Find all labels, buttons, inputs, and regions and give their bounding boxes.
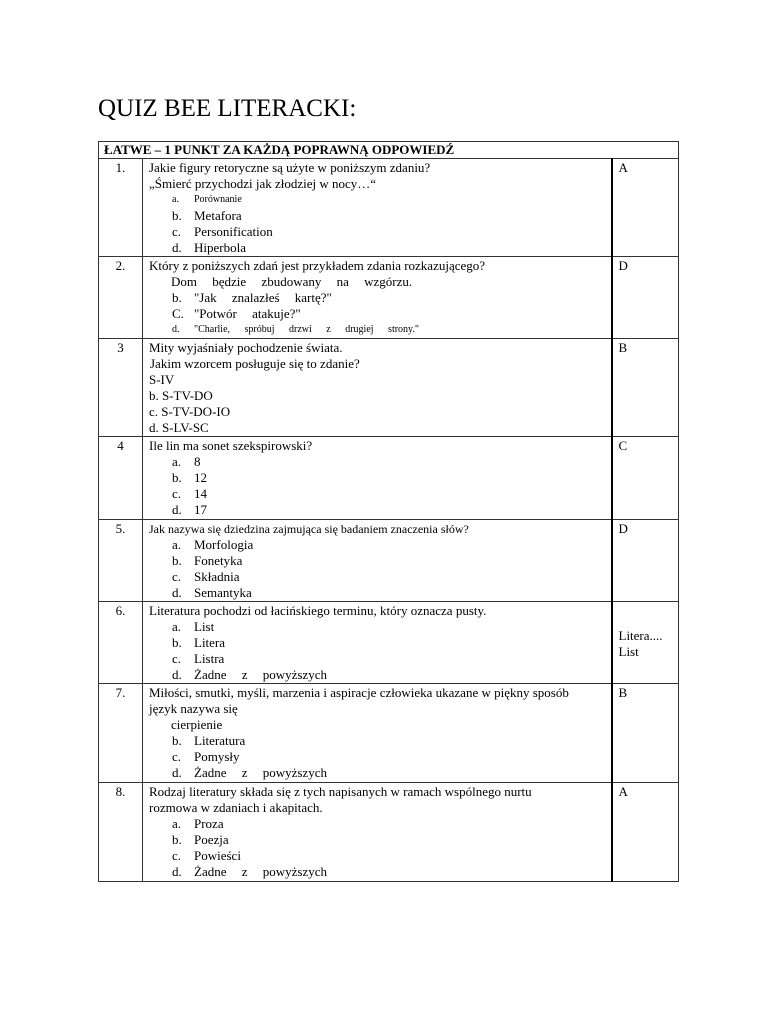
option-letter: c. — [172, 224, 182, 239]
question-cell — [143, 520, 612, 602]
option-c: c. S-TV-DO-IO — [149, 404, 231, 419]
option-letter: b. — [172, 635, 182, 650]
option-text: Personification — [194, 224, 273, 239]
option-letter: a. — [172, 619, 182, 634]
answer-cell: B — [612, 339, 679, 437]
option-text: Żadne z powyższych — [194, 667, 328, 682]
question-number: 1. — [99, 159, 143, 257]
option-b — [149, 290, 611, 306]
question-row-5 — [99, 520, 679, 602]
option-a — [149, 816, 611, 832]
answer-cell: A — [612, 159, 679, 257]
question-text: Ile lin ma sonet szekspirowski? — [149, 438, 313, 453]
option-text: Fonetyka — [194, 553, 243, 568]
section-header: ŁATWE – 1 PUNKT ZA KAŻDĄ POPRAWNĄ ODPOWIEDŹ — [99, 142, 679, 159]
option-text: Porównanie — [194, 194, 242, 205]
answer-line-2: List — [618, 644, 639, 659]
option-letter: d. — [172, 765, 182, 780]
question-row-1 — [99, 159, 679, 257]
question-cell — [143, 602, 612, 684]
option-text: List — [194, 619, 215, 634]
option-c — [149, 848, 611, 864]
answer-cell: D — [612, 257, 679, 339]
quiz-table — [98, 141, 679, 882]
option-d — [149, 585, 611, 601]
option-letter: d. — [172, 667, 182, 682]
question-text: Mity wyjaśniały pochodzenie świata. — [149, 340, 343, 355]
option-letter: c. — [172, 486, 182, 501]
option-text: Literatura — [194, 733, 246, 748]
option-letter: c. — [172, 848, 182, 863]
option-a — [149, 192, 611, 208]
question-text: Miłości, smutki, myśli, marzenia i aspiracje człowieka ukazane w piękny sposób — [149, 685, 569, 700]
question-text: Jakie figury retoryczne są użyte w poniższym zdaniu? — [149, 160, 431, 175]
option-b — [149, 553, 611, 569]
question-number: 6. — [99, 602, 143, 684]
option-text: Składnia — [194, 569, 240, 584]
option-text: Proza — [194, 816, 224, 831]
option-letter: b. — [172, 733, 182, 748]
question-row-4 — [99, 437, 679, 520]
question-number: 8. — [99, 783, 143, 882]
option-text: 14 — [194, 486, 207, 501]
question-prompt: Jakim wzorcem posługuje się to zdanie? — [150, 356, 360, 371]
question-text: Rodzaj literatury składa się z tych napisanych w ramach wspólnego nurtu — [149, 784, 532, 799]
option-text: Pomysły — [194, 749, 240, 764]
question-text: Literatura pochodzi od łacińskiego terminu, który oznacza pusty. — [149, 603, 487, 618]
question-row-2 — [99, 257, 679, 339]
option-c — [149, 224, 611, 240]
question-text: Jak nazywa się dziedzina zajmująca się badaniem znaczenia słów? — [149, 522, 469, 536]
option-b — [149, 635, 611, 651]
question-number: 2. — [99, 257, 143, 339]
option-b — [149, 470, 611, 486]
answer-cell: D — [612, 520, 679, 602]
option-letter: C. — [172, 306, 184, 321]
question-text-cont: język nazywa się — [149, 701, 238, 716]
option-c — [149, 651, 611, 667]
option-d — [149, 502, 611, 518]
answer-line-1: Litera.... — [618, 628, 663, 643]
question-text-cont: rozmowa w zdaniach i akapitach. — [149, 800, 323, 815]
answer-cell — [612, 602, 679, 684]
question-number: 7. — [99, 684, 143, 783]
option-text: 8 — [194, 454, 201, 469]
question-cell — [143, 684, 612, 783]
option-letter: a. — [172, 816, 182, 831]
option-text: Żadne z powyższych — [194, 864, 328, 879]
option-a — [149, 454, 611, 470]
option-d — [149, 667, 611, 683]
option-text: Żadne z powyższych — [194, 765, 328, 780]
option-a — [149, 537, 611, 553]
option-d — [149, 240, 611, 256]
question-row-7 — [99, 684, 679, 783]
option-b: b. S-TV-DO — [149, 388, 213, 403]
option-letter: d. — [172, 864, 182, 879]
option-letter: b. — [172, 553, 182, 568]
option-a: cierpienie — [171, 717, 223, 732]
option-text: 17 — [194, 502, 207, 517]
option-letter: d. — [172, 585, 182, 600]
option-letter: c. — [172, 651, 182, 666]
option-c — [149, 306, 611, 322]
option-letter: d. — [172, 324, 180, 335]
option-b — [149, 208, 611, 224]
option-letter: a. — [172, 454, 182, 469]
table-header-row — [99, 142, 679, 159]
question-row-6 — [99, 602, 679, 684]
option-letter: b. — [172, 208, 182, 223]
option-c — [149, 569, 611, 585]
option-a: S-IV — [149, 372, 175, 387]
question-row-3 — [99, 339, 679, 437]
option-text: "Charlie, spróbuj drzwi z drugiej strony." — [194, 324, 419, 335]
option-text: Powieści — [194, 848, 241, 863]
question-quote: „Śmierć przychodzi jak złodziej w nocy…“ — [149, 176, 377, 191]
option-text: Litera — [194, 635, 226, 650]
option-text: Hiperbola — [194, 240, 246, 255]
question-row-8 — [99, 783, 679, 882]
option-d: d. S-LV-SC — [149, 420, 209, 435]
option-letter: b. — [172, 832, 182, 847]
option-a — [149, 619, 611, 635]
question-number: 5. — [99, 520, 143, 602]
answer-cell: A — [612, 783, 679, 882]
option-letter: a. — [172, 194, 179, 205]
question-cell — [143, 257, 612, 339]
option-d — [149, 765, 611, 781]
option-text: Morfologia — [194, 537, 254, 552]
option-c — [149, 749, 611, 765]
option-b — [149, 733, 611, 749]
option-letter: b. — [172, 290, 182, 305]
question-number: 3 — [99, 339, 143, 437]
question-cell — [143, 159, 612, 257]
option-d — [149, 864, 611, 880]
question-number: 4 — [99, 437, 143, 520]
option-letter: c. — [172, 569, 182, 584]
option-c — [149, 486, 611, 502]
option-letter: a. — [172, 537, 182, 552]
option-text: Poezja — [194, 832, 229, 847]
option-b — [149, 832, 611, 848]
question-cell — [143, 437, 612, 520]
option-text: Semantyka — [194, 585, 252, 600]
question-cell — [143, 783, 612, 882]
option-text: "Potwór atakuje?" — [194, 306, 301, 321]
option-text: 12 — [194, 470, 207, 485]
option-text: Metafora — [194, 208, 242, 223]
option-letter: d. — [172, 502, 182, 517]
answer-cell: C — [612, 437, 679, 520]
question-text: Który z poniższych zdań jest przykładem zdania rozkazującego? — [149, 258, 486, 273]
option-text: "Jak znalazłeś kartę?" — [194, 290, 332, 305]
option-letter: c. — [172, 749, 182, 764]
option-d — [149, 322, 611, 338]
question-cell — [143, 339, 612, 437]
option-text: Listra — [194, 651, 225, 666]
answer-cell: B — [612, 684, 679, 783]
option-letter: b. — [172, 470, 182, 485]
page-title: QUIZ BEE LITERACKI: — [98, 95, 357, 122]
option-letter: d. — [172, 240, 182, 255]
question-sentence: Dom będzie zbudowany na wzgórzu. — [171, 274, 413, 289]
